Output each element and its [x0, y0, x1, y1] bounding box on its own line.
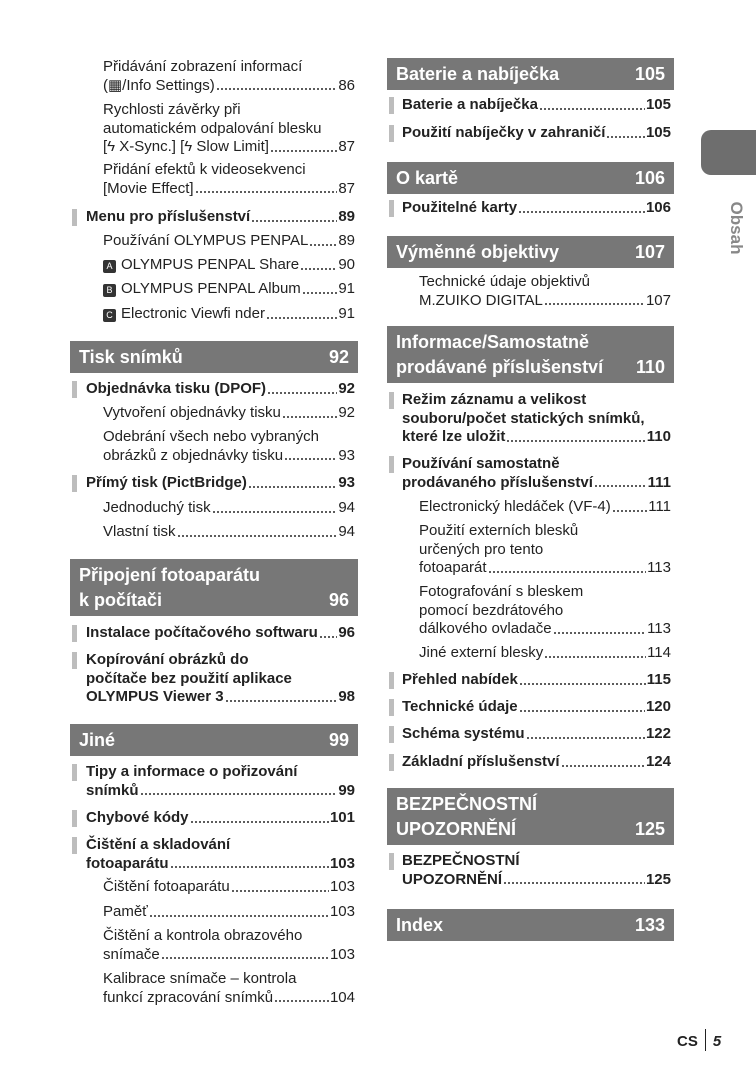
page-ref: 89	[338, 232, 355, 249]
page-ref: 94	[338, 523, 355, 540]
section-tab-label: Obsah	[727, 201, 746, 255]
toc-entry[interactable]	[419, 498, 671, 517]
page-ref: 107	[634, 242, 665, 262]
entry-marker	[389, 853, 394, 870]
entry-text: M.ZUIKO DIGITAL	[419, 291, 543, 309]
page-ref: 115	[646, 671, 671, 688]
toc-entry[interactable]	[419, 522, 671, 578]
page-ref: 93	[338, 446, 355, 464]
page-ref: 113	[647, 620, 671, 637]
entry-text: [Movie Effect]	[103, 179, 194, 197]
entry-text: automatickém odpalování blesku	[103, 119, 322, 137]
entry-text: Přidávání zobrazení informací	[103, 58, 303, 75]
toc-entry[interactable]	[402, 852, 671, 889]
language-code: CS	[677, 1033, 698, 1050]
dot-leader	[302, 291, 338, 295]
page-ref: 90	[338, 256, 355, 273]
toc-entry[interactable]	[402, 199, 671, 218]
toc-entry[interactable]	[419, 273, 671, 310]
page-ref: 92	[338, 380, 355, 397]
toc-entry[interactable]	[402, 698, 671, 717]
page-ref: 93	[338, 474, 355, 491]
page-ref: 89	[338, 208, 355, 225]
dot-leader	[267, 391, 337, 395]
entry-text: Menu pro příslušenství	[86, 208, 251, 225]
entry-text: Instalace počítačového softwaru	[86, 624, 318, 641]
page-footer	[677, 1029, 721, 1051]
dot-leader	[216, 87, 338, 91]
page-ref: 125	[645, 870, 671, 888]
dot-leader	[195, 190, 338, 194]
section-header[interactable]	[70, 724, 358, 756]
toc-entry[interactable]	[86, 836, 355, 873]
entry-text: Baterie a nabíječka	[396, 64, 560, 84]
page-ref: 105	[634, 64, 665, 84]
dot-leader	[170, 865, 329, 869]
entry-text: Připojení fotoaparátu	[79, 565, 261, 585]
entry-text: počítače bez použití aplikace	[86, 669, 292, 687]
page-ref: 122	[645, 725, 671, 742]
page-ref: 103	[329, 903, 355, 920]
dot-leader	[506, 439, 645, 443]
entry-text: Electronic Viewfi nder	[121, 305, 265, 322]
entry-marker	[72, 810, 77, 827]
entry-text: obrázků z objednávky tisku	[103, 446, 284, 464]
footer-divider	[705, 1029, 706, 1051]
entry-text: Index	[396, 915, 444, 935]
toc-entry[interactable]	[86, 474, 355, 493]
entry-marker	[72, 652, 77, 669]
entry-text: OLYMPUS Viewer 3	[86, 688, 224, 705]
page-ref: 99	[328, 730, 349, 750]
page-ref: 92	[328, 347, 349, 367]
dot-leader	[266, 316, 337, 320]
dot-leader	[274, 999, 329, 1003]
dot-leader	[225, 699, 338, 703]
dot-leader	[606, 135, 645, 139]
entry-marker	[389, 699, 394, 716]
entry-text: Schéma systému	[402, 725, 525, 742]
toc-entry[interactable]	[86, 380, 355, 399]
page-ref: 101	[329, 809, 355, 826]
toc-entry[interactable]	[103, 970, 355, 1007]
section-tab[interactable]	[701, 130, 756, 175]
page-ref: 133	[634, 915, 665, 935]
dot-leader	[526, 736, 645, 740]
entry-marker	[389, 200, 394, 217]
page-ref: 114	[647, 644, 671, 661]
entry-text: O kartě	[396, 168, 459, 188]
dot-leader	[488, 570, 647, 574]
section-header[interactable]	[387, 236, 674, 268]
toc-entry[interactable]	[419, 644, 671, 663]
penpal-a-icon: A	[103, 260, 116, 273]
entry-text: OLYMPUS PENPAL Album	[121, 280, 301, 297]
entry-text: (▦/Info Settings)	[103, 76, 215, 94]
entry-text: Čištění a skladování	[86, 836, 231, 853]
toc-entry[interactable]	[103, 305, 355, 324]
entry-marker	[389, 97, 394, 114]
page-ref: 94	[338, 499, 355, 516]
dot-leader	[140, 792, 338, 796]
dot-leader	[309, 243, 337, 247]
page-ref: 120	[645, 698, 671, 715]
dot-leader	[503, 881, 645, 885]
dot-leader	[561, 764, 645, 768]
section-header[interactable]	[387, 162, 674, 194]
toc-entry[interactable]	[402, 455, 671, 492]
entry-marker	[72, 209, 77, 226]
entry-marker	[389, 456, 394, 473]
section-header[interactable]	[387, 788, 674, 845]
dot-leader	[212, 510, 338, 514]
page-ref: 87	[338, 138, 355, 155]
section-header[interactable]	[387, 58, 674, 90]
entry-text: snímače	[103, 945, 160, 963]
entry-text: Čištění fotoaparátu	[103, 878, 230, 895]
entry-text: Informace/Samostatně	[396, 332, 590, 352]
dot-leader	[319, 635, 338, 639]
toc-entry[interactable]	[86, 809, 355, 828]
dot-leader	[251, 219, 337, 223]
dot-leader	[270, 149, 337, 153]
entry-marker	[72, 837, 77, 854]
dot-leader	[539, 107, 645, 111]
entry-marker	[389, 672, 394, 689]
entry-text: prodávané příslušenství	[396, 357, 604, 377]
entry-text: Přidání efektů k videosekvenci	[103, 161, 306, 178]
entry-text: Vlastní tisk	[103, 523, 176, 540]
entry-text: Používání samostatně	[402, 455, 560, 472]
entry-text: Použití nabíječky v zahraničí	[402, 124, 606, 141]
entry-text: Jiné	[79, 730, 116, 750]
dot-leader	[553, 631, 646, 635]
toc-entry[interactable]	[402, 391, 671, 447]
entry-text: Technické údaje objektivů	[419, 273, 590, 290]
toc-entry[interactable]	[402, 124, 671, 143]
entry-text: Odebrání všech nebo vybraných	[103, 428, 319, 445]
page-ref: 96	[338, 624, 355, 641]
entry-text: Jednoduchý tisk	[103, 499, 211, 516]
entry-text: Použití externích blesků	[419, 522, 579, 539]
entry-text: fotoaparátu	[86, 854, 169, 872]
dot-leader	[190, 820, 329, 824]
entry-text: k počítači	[79, 590, 163, 610]
toc-entry[interactable]	[103, 523, 355, 542]
entry-text: funkcí zpracování snímků	[103, 988, 274, 1006]
page-number: 5	[712, 1033, 722, 1050]
entry-text: souboru/počet statických snímků,	[402, 409, 645, 427]
page-ref: 91	[338, 305, 355, 322]
toc-entry[interactable]	[103, 161, 355, 198]
page-ref: 98	[338, 688, 355, 705]
page-ref: 92	[338, 404, 355, 421]
entry-text: Baterie a nabíječka	[402, 96, 538, 113]
section-header[interactable]	[387, 909, 674, 941]
page-ref: 106	[645, 199, 671, 216]
page-ref: 104	[329, 988, 355, 1006]
dot-leader	[518, 210, 645, 214]
dot-leader	[544, 655, 646, 659]
entry-text: Tisk snímků	[79, 347, 183, 367]
entry-text: určených pro tento	[419, 540, 544, 558]
entry-text: Kopírování obrázků do	[86, 651, 249, 668]
entry-text: Technické údaje	[402, 698, 518, 715]
toc-entry[interactable]	[402, 671, 671, 690]
toc-entry[interactable]	[402, 725, 671, 744]
entry-text: snímků	[86, 781, 139, 799]
page-ref: 125	[634, 819, 665, 839]
dot-leader	[149, 914, 329, 918]
page-ref: 111	[647, 473, 671, 491]
entry-text: které lze uložit	[402, 428, 506, 445]
toc-entry[interactable]	[402, 96, 671, 115]
entry-text: Paměť	[103, 903, 148, 920]
toc-entry[interactable]	[86, 208, 355, 227]
page-ref: 99	[338, 781, 355, 799]
entry-text: Použitelné karty	[402, 199, 518, 216]
page-ref: 96	[328, 590, 349, 610]
entry-text: UPOZORNĚNÍ	[396, 819, 517, 839]
toc-entry[interactable]	[103, 499, 355, 518]
page-ref: 113	[647, 559, 671, 576]
penpal-b-icon: B	[103, 284, 116, 297]
entry-text: Základní příslušenství	[402, 753, 560, 770]
entry-marker	[72, 381, 77, 398]
entry-text: Používání OLYMPUS PENPAL	[103, 232, 309, 249]
dot-leader	[594, 484, 647, 488]
entry-marker	[72, 625, 77, 642]
toc-entry[interactable]	[419, 583, 671, 639]
entry-marker	[72, 475, 77, 492]
page-ref: 110	[646, 428, 671, 445]
entry-text: Čištění a kontrola obrazového	[103, 927, 303, 944]
entry-text: [ϟ X-Sync.] [ϟ Slow Limit]	[103, 138, 269, 155]
section-header[interactable]	[70, 559, 358, 616]
dot-leader	[300, 267, 337, 271]
dot-leader	[519, 682, 646, 686]
dot-leader	[284, 457, 337, 461]
dot-leader	[231, 889, 329, 893]
entry-text: Výměnné objektivy	[396, 242, 560, 262]
page-ref: 86	[338, 76, 355, 94]
page-ref: 103	[329, 878, 355, 895]
toc-entry[interactable]	[86, 651, 355, 707]
entry-text: Objednávka tisku (DPOF)	[86, 380, 267, 397]
dot-leader	[282, 415, 337, 419]
entry-text: OLYMPUS PENPAL Share	[121, 256, 300, 273]
page-ref: 87	[338, 179, 355, 197]
entry-text: UPOZORNĚNÍ	[402, 870, 503, 888]
section-header[interactable]	[387, 326, 674, 383]
toc-entry[interactable]	[103, 878, 355, 897]
dot-leader	[519, 709, 645, 713]
toc-entry[interactable]	[103, 58, 355, 95]
page-ref: 124	[645, 753, 671, 770]
entry-text: Fotografování s bleskem	[419, 583, 584, 600]
dot-leader	[177, 534, 338, 538]
entry-marker	[389, 125, 394, 142]
section-header[interactable]	[70, 341, 358, 373]
toc-entry[interactable]	[103, 428, 355, 465]
entry-marker	[389, 754, 394, 771]
page-ref: 103	[329, 854, 355, 872]
entry-text: Rychlosti závěrky při	[103, 101, 241, 118]
toc-entry[interactable]	[103, 404, 355, 423]
toc-entry[interactable]	[103, 927, 355, 964]
page-ref: 91	[338, 280, 355, 297]
entry-text: Režim záznamu a velikost	[402, 391, 587, 408]
entry-text: Electronický hledáček (VF-4)	[419, 498, 611, 515]
toc-entry[interactable]	[103, 101, 355, 157]
page-ref: 107	[645, 291, 671, 309]
entry-text: Přímý tisk (PictBridge)	[86, 474, 247, 491]
entry-text: Kalibrace snímače – kontrola	[103, 970, 297, 987]
penpal-c-icon: C	[103, 309, 116, 322]
dot-leader	[612, 509, 647, 513]
entry-text: Jiné externí blesky	[419, 644, 544, 661]
entry-text: BEZPEČNOSTNÍ	[402, 852, 520, 869]
page-ref: 110	[635, 357, 665, 377]
entry-text: Tipy a informace o pořizování	[86, 763, 298, 780]
toc-entry[interactable]	[402, 753, 671, 772]
entry-text: Přehled nabídek	[402, 671, 518, 688]
page-ref: 106	[634, 168, 665, 188]
entry-text: Vytvoření objednávky tisku	[103, 404, 281, 421]
toc-entry[interactable]	[103, 256, 355, 275]
toc-entry[interactable]	[86, 763, 355, 800]
page-ref: 103	[329, 945, 355, 963]
entry-marker	[389, 726, 394, 743]
page-ref: 105	[645, 96, 671, 113]
entry-text: prodávaného příslušenství	[402, 473, 593, 491]
page-ref: 111	[648, 498, 671, 515]
entry-marker	[72, 764, 77, 781]
entry-text: dálkového ovladače	[419, 620, 552, 637]
entry-text: pomocí bezdrátového	[419, 601, 564, 619]
page-ref: 105	[645, 124, 671, 141]
dot-leader	[544, 302, 645, 306]
entry-marker	[389, 392, 394, 409]
entry-text: BEZPEČNOSTNÍ	[396, 794, 538, 814]
toc-entry[interactable]	[103, 280, 355, 299]
dot-leader	[161, 956, 329, 960]
dot-leader	[248, 485, 337, 489]
toc-entry[interactable]	[103, 232, 355, 251]
toc-entry[interactable]	[103, 903, 355, 922]
toc-entry[interactable]	[86, 624, 355, 643]
entry-text: Chybové kódy	[86, 809, 189, 826]
entry-text: fotoaparát	[419, 559, 487, 576]
